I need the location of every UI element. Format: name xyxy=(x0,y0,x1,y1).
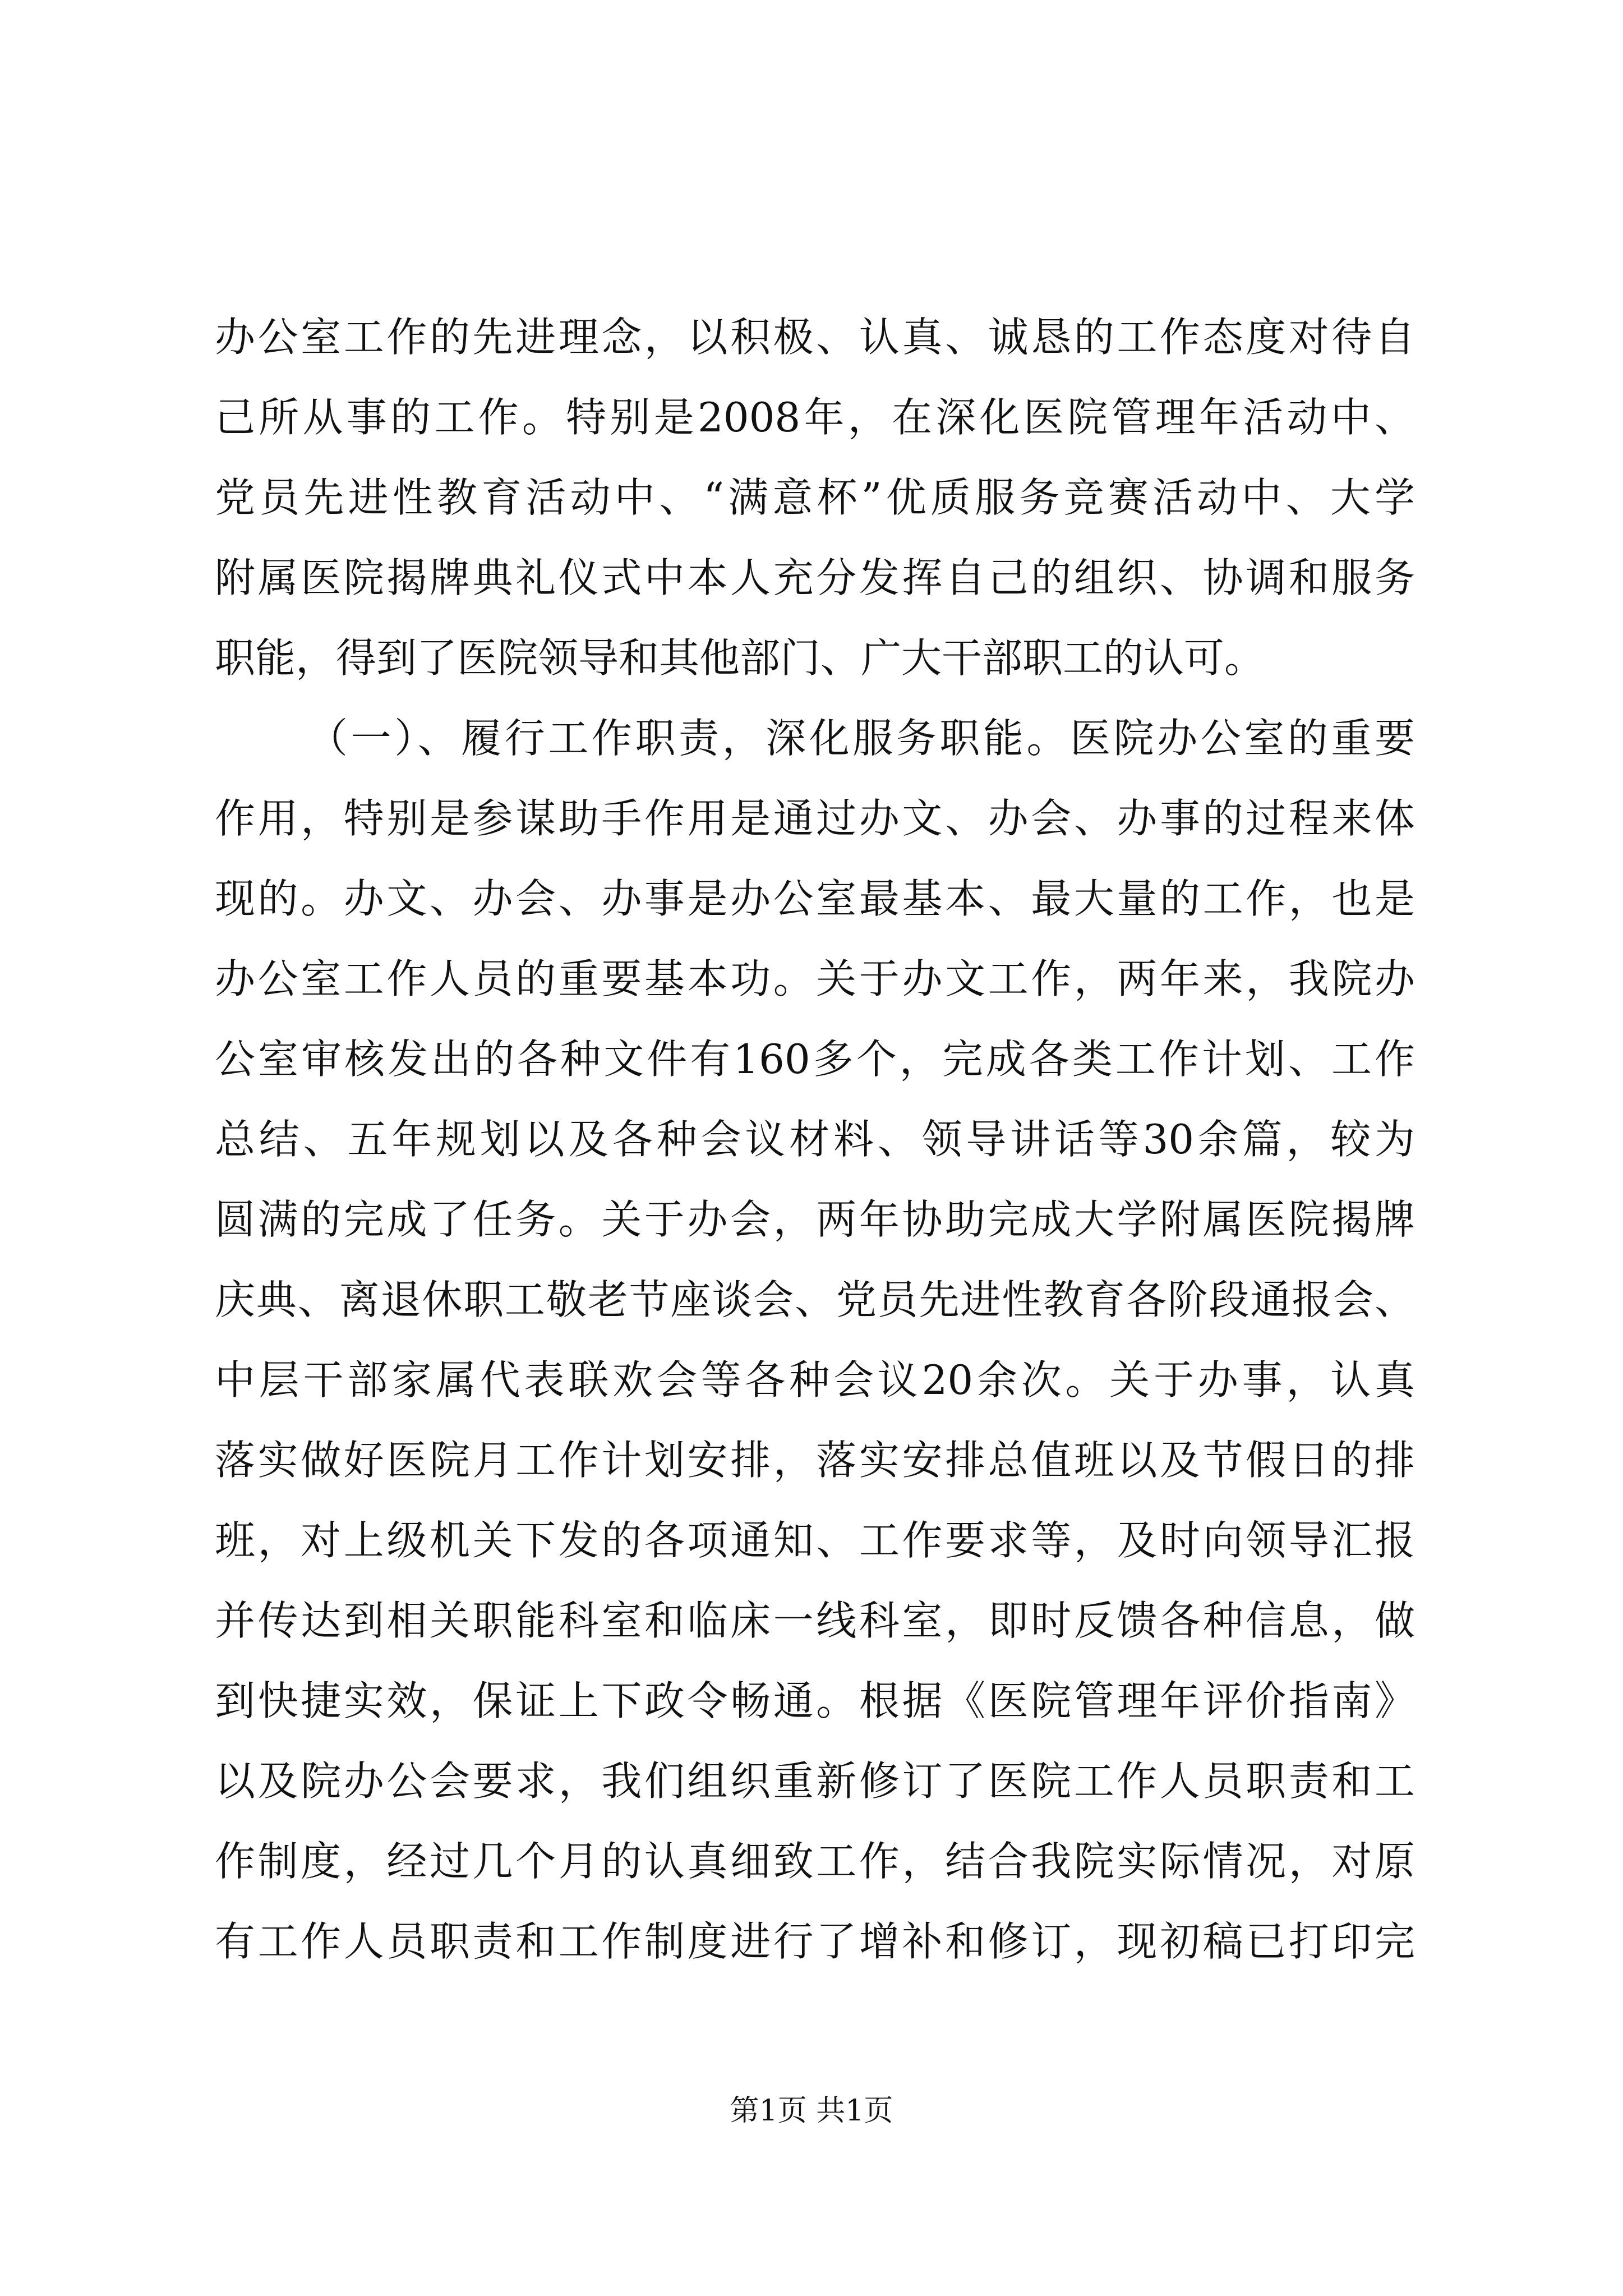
text-line: 有工作人员职责和工作制度进行了增补和修订，现初稿已打印完 xyxy=(215,1918,1415,1965)
text-line: 庆典、离退休职工敬老节座谈会、党员先进性教育各阶段通报会、 xyxy=(215,1276,1415,1323)
text-line: 总结、五年规划以及各种会议材料、领导讲话等30余篇，较为 xyxy=(215,1116,1415,1163)
text-line: 作用，特别是参谋助手作用是通过办文、办会、办事的过程来体 xyxy=(215,795,1415,842)
body-text xyxy=(215,297,1415,1982)
page-number-footer: 第1页 共1页 xyxy=(730,2094,893,2128)
text-line: 办公室工作人员的重要基本功。关于办文工作，两年来，我院办 xyxy=(215,955,1415,1002)
text-line: 圆满的完成了任务。关于办会，两年协助完成大学附属医院揭牌 xyxy=(215,1196,1415,1243)
text-line: 职能，得到了医院领导和其他部门、广大干部职工的认可。 xyxy=(215,634,1265,682)
text-line: 中层干部家属代表联欢会等各种会议20余次。关于办事，认真 xyxy=(215,1356,1415,1404)
text-line: 以及院办公会要求，我们组织重新修订了医院工作人员职责和工 xyxy=(215,1757,1415,1805)
text-line: 到快捷实效，保证上下政令畅通。根据《医院管理年评价指南》 xyxy=(215,1677,1415,1724)
text-line: 办公室工作的先进理念，以积极、认真、诚恳的工作态度对待自 xyxy=(215,314,1415,361)
text-line: （一）、履行工作职责，深化服务职能。医院办公室的重要 xyxy=(307,715,1415,762)
text-line: 现的。办文、办会、办事是办公室最基本、最大量的工作，也是 xyxy=(215,875,1415,922)
text-line: 党员先进性教育活动中、“满意杯”优质服务竞赛活动中、大学 xyxy=(215,474,1415,521)
text-line: 班，对上级机关下发的各项通知、工作要求等，及时向领导汇报 xyxy=(215,1517,1415,1564)
text-line: 作制度，经过几个月的认真细致工作，结合我院实际情况，对原 xyxy=(215,1838,1415,1885)
text-line: 公室审核发出的各种文件有160多个，完成各类工作计划、工作 xyxy=(215,1036,1415,1083)
text-line: 并传达到相关职能科室和临床一线科室，即时反馈各种信息，做 xyxy=(215,1597,1415,1644)
text-line: 己所从事的工作。特别是2008年，在深化医院管理年活动中、 xyxy=(215,394,1415,441)
text-line: 附属医院揭牌典礼仪式中本人充分发挥自己的组织、协调和服务 xyxy=(215,554,1415,601)
text-line: 落实做好医院月工作计划安排，落实安排总值班以及节假日的排 xyxy=(215,1437,1415,1484)
